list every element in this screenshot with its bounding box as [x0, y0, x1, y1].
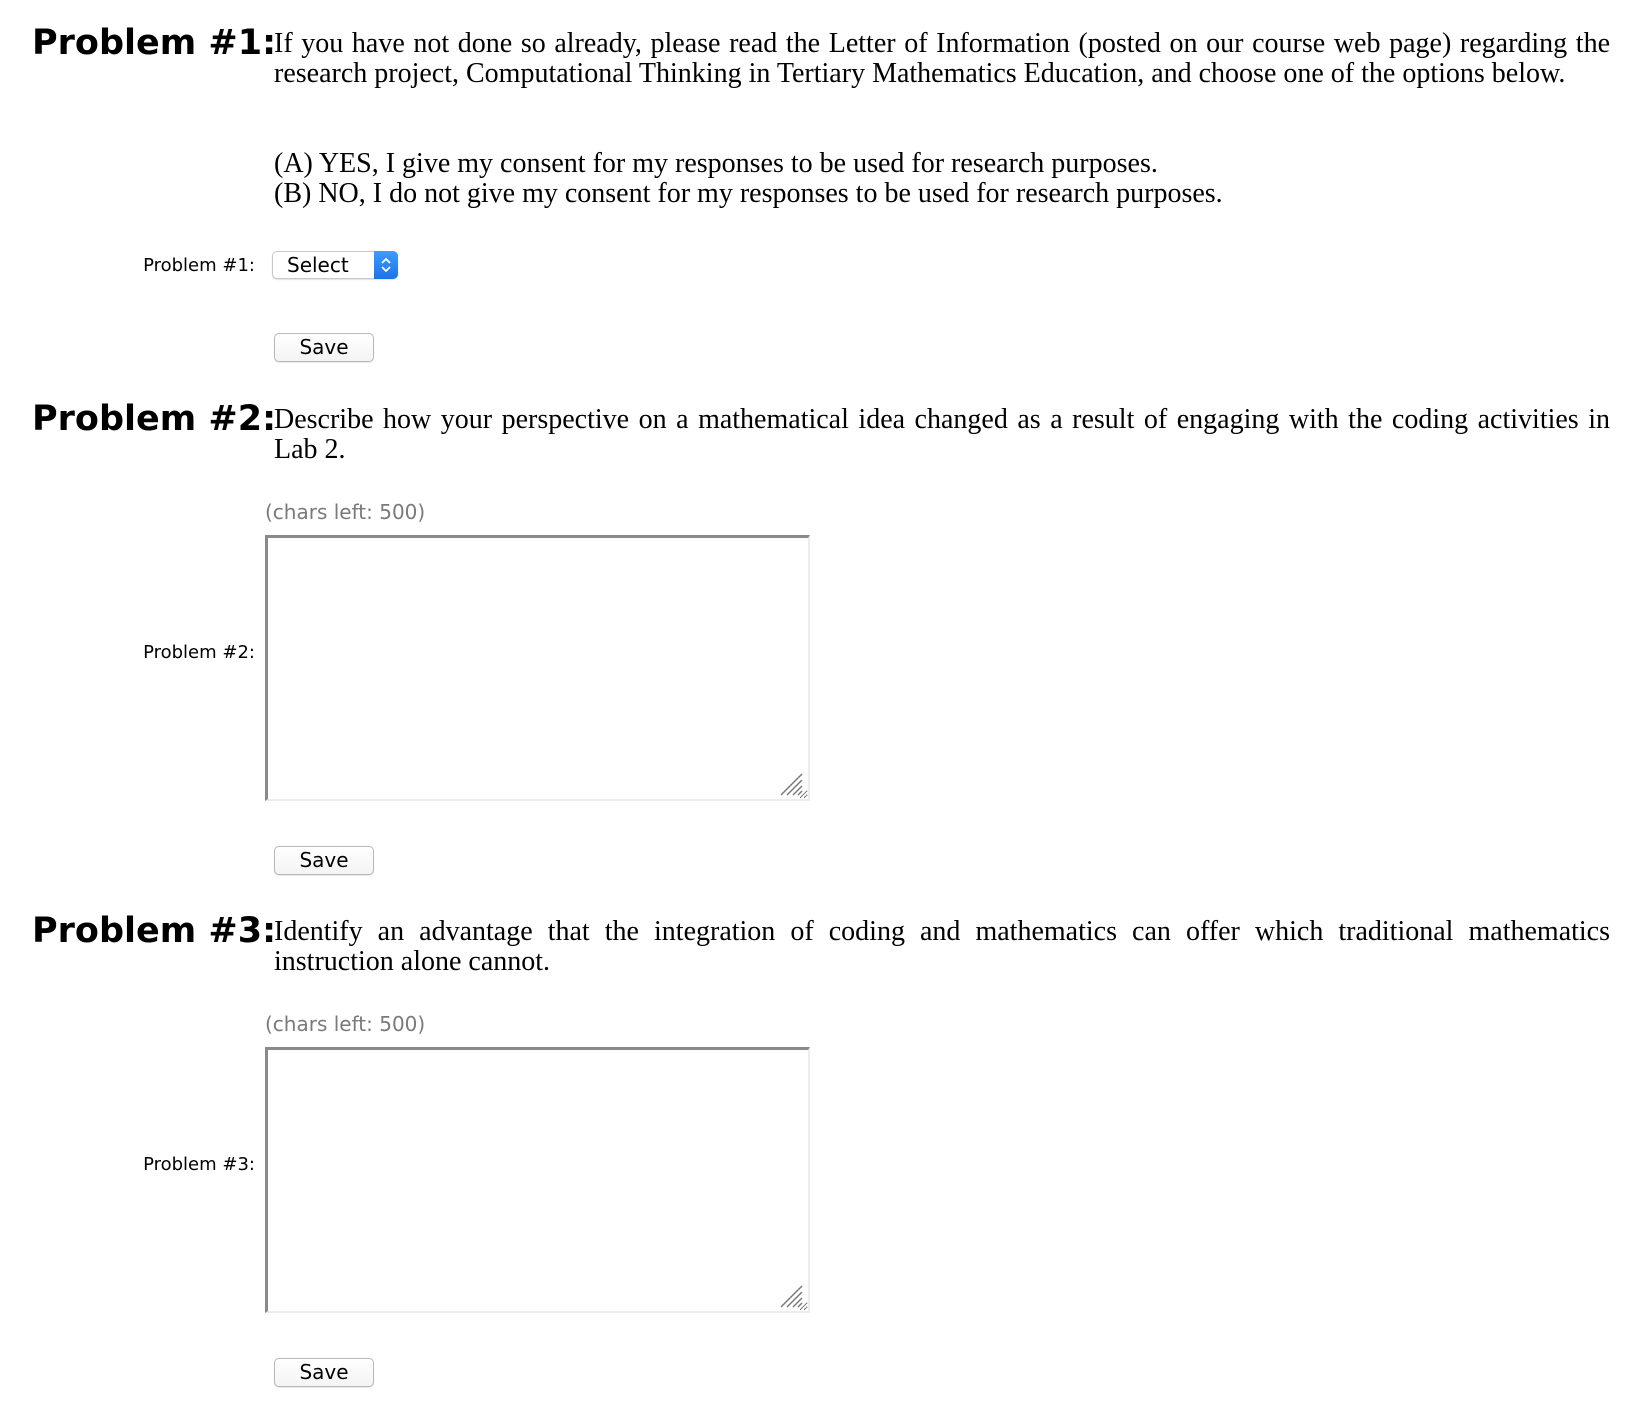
- problem-2-save-button[interactable]: Save: [274, 846, 374, 875]
- problem-1-save-button[interactable]: Save: [274, 333, 374, 362]
- problem-3-field-label: Problem #3:: [143, 1154, 255, 1175]
- select-value: Select: [287, 253, 349, 277]
- problem-2-text: Describe how your perspective on a mathematical idea changed as a result of engaging with the coding activities in Lab 2.: [274, 404, 1610, 465]
- problem-2-chars-left: (chars left: 500): [265, 500, 426, 524]
- problem-3-text: Identify an advantage that the integration of coding and mathematics can offer which traditional mathematics instruction alone cannot.: [274, 916, 1610, 977]
- problem-1-field-label: Problem #1:: [143, 255, 255, 276]
- problem-1-text: If you have not done so already, please read the Letter of Information (posted on our course web page) regarding the research project, Computational Thinking in Tertiary Mathematics Education, and choose one of the options below.: [274, 28, 1610, 89]
- chevron-up-down-icon-svg: [380, 255, 392, 275]
- problem-2-textarea[interactable]: [265, 535, 810, 801]
- problem-2-field-label: Problem #2:: [143, 642, 255, 663]
- problem-2-heading: Problem #2:: [32, 399, 277, 439]
- problem-3-chars-left: (chars left: 500): [265, 1012, 426, 1036]
- problem-1-heading: Problem #1:: [32, 23, 277, 63]
- problem-3-textarea[interactable]: [265, 1047, 810, 1313]
- resize-grip-icon[interactable]: [777, 1282, 803, 1308]
- option-a: (A) YES, I give my consent for my responses to be used for research purposes.: [274, 148, 1158, 179]
- problem-3-save-button[interactable]: Save: [274, 1358, 374, 1387]
- problem-1-options: [274, 149, 1223, 209]
- chevron-up-down-icon: [374, 251, 398, 279]
- resize-grip-icon[interactable]: [777, 770, 803, 796]
- option-b: (B) NO, I do not give my consent for my responses to be used for research purposes.: [274, 178, 1223, 209]
- problem-1-select[interactable]: [272, 251, 398, 279]
- problem-3-heading: Problem #3:: [32, 911, 277, 951]
